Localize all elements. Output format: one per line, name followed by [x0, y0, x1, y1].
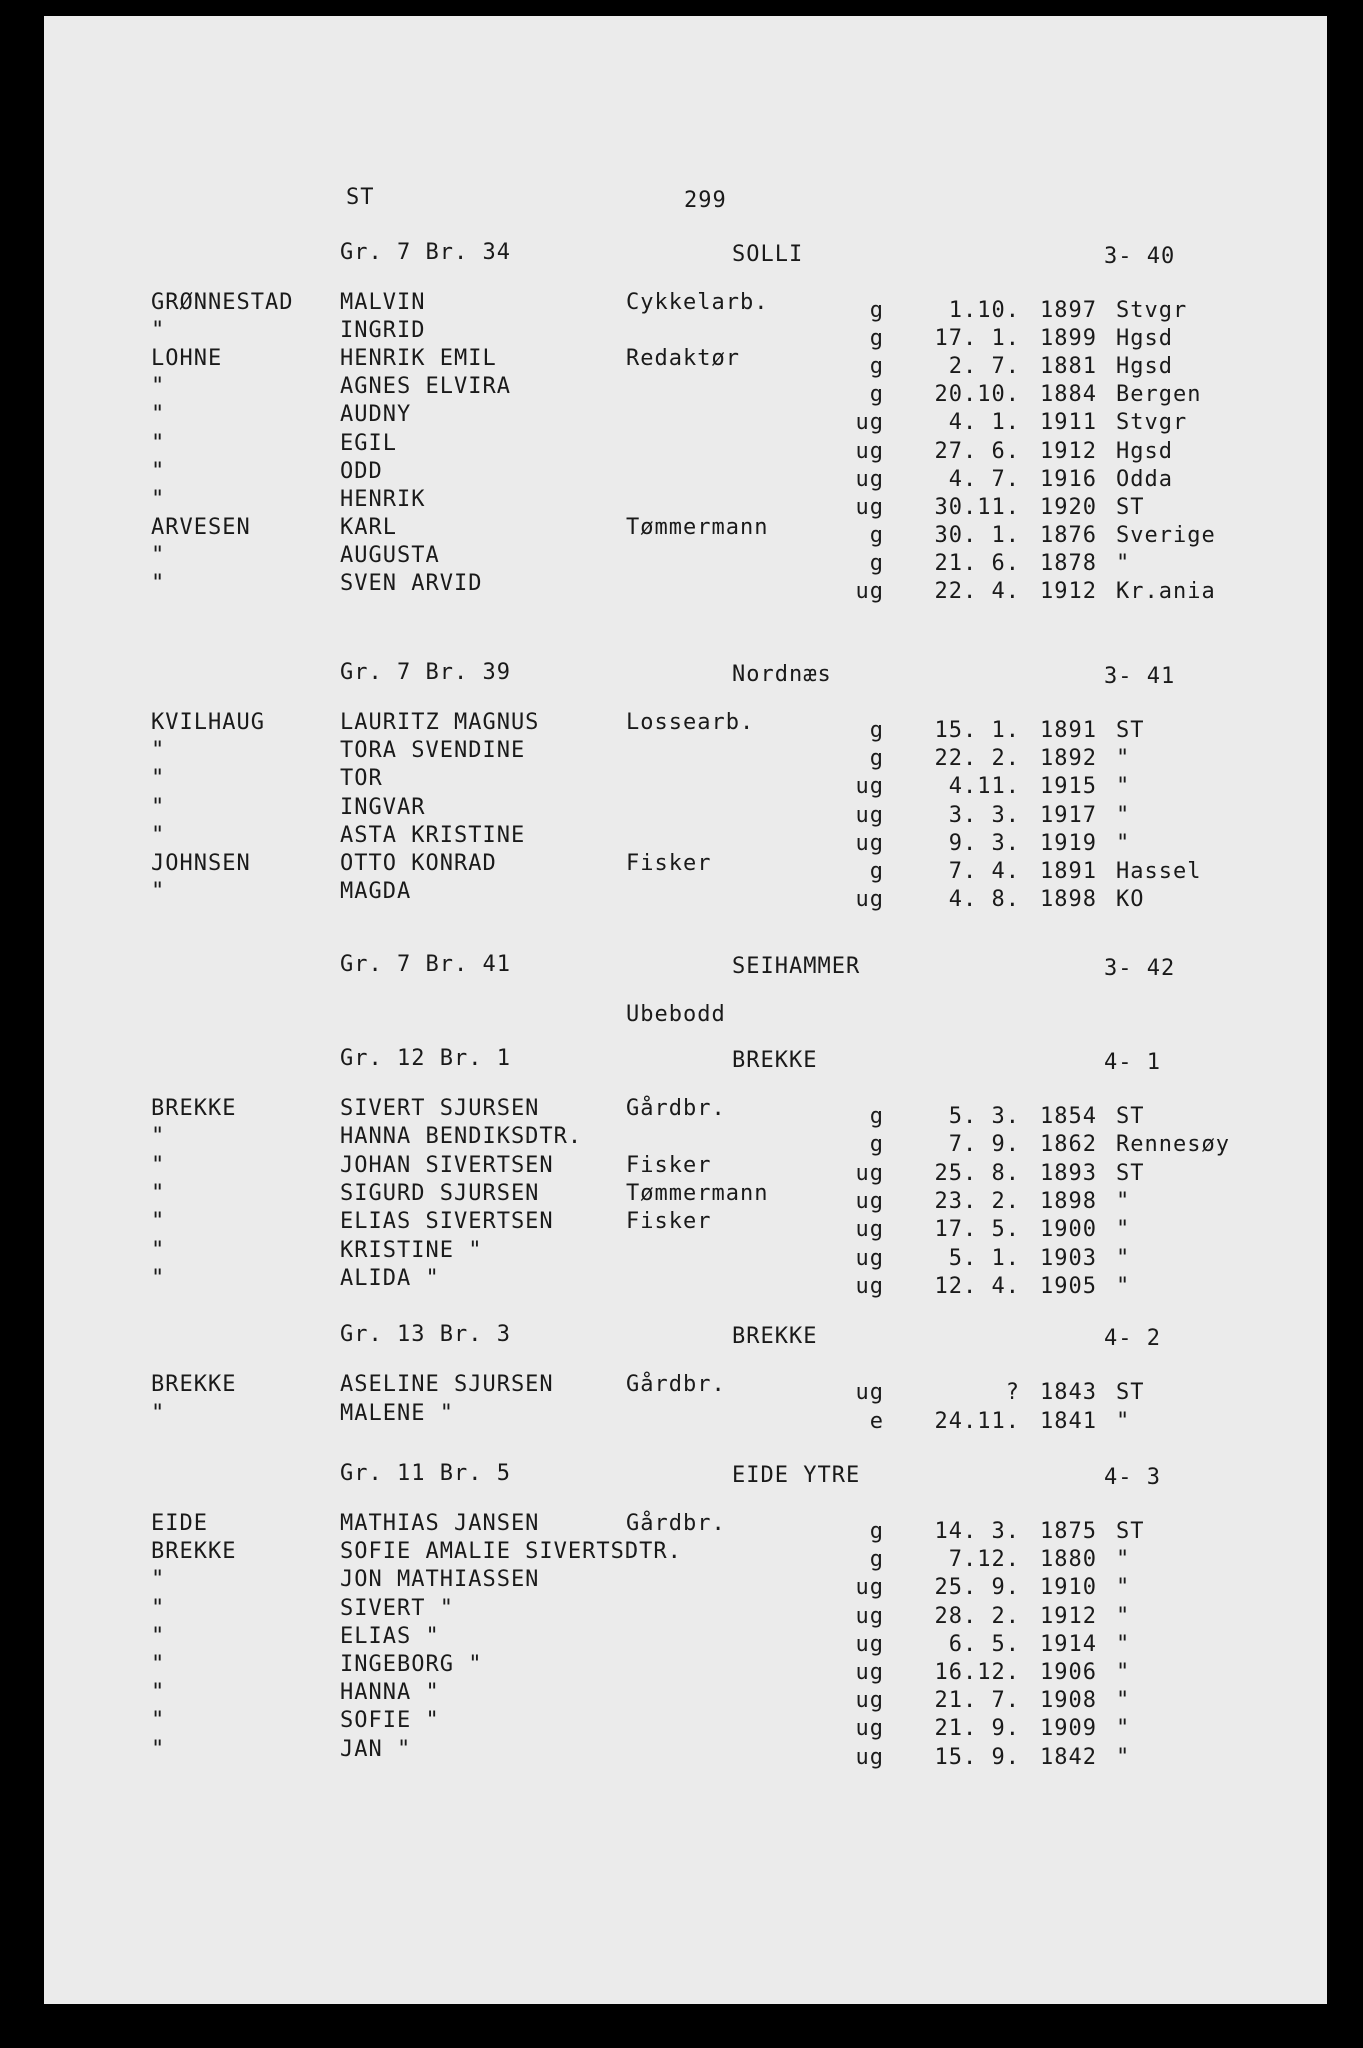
row-birth-date: 4. 7.: [948, 466, 1020, 492]
row-birth-date: 30. 1.: [934, 522, 1020, 548]
row-given-name: TORA SVENDINE: [340, 738, 526, 764]
row-birthplace: ST: [1116, 1380, 1145, 1405]
row-marital-status: e: [869, 1408, 884, 1434]
row-marital-status: ug: [855, 802, 884, 828]
row-surname: ": [151, 1652, 166, 1677]
row-birthplace: ST: [1116, 718, 1145, 743]
row-birthplace: ": [1116, 1547, 1131, 1573]
row-birth-date: 28. 2.: [934, 1603, 1020, 1629]
row-surname: ": [151, 1736, 166, 1762]
row-birth-year: 1862: [1040, 1132, 1097, 1158]
row-birthplace: Hgsd: [1116, 438, 1173, 464]
row-surname: ": [151, 402, 166, 428]
row-birth-date: ?: [1005, 1380, 1020, 1405]
row-given-name: AGNES ELVIRA: [340, 374, 511, 400]
row-birth-date: 22. 4.: [934, 579, 1020, 604]
row-surname: ": [151, 1567, 166, 1593]
row-given-name: EGIL: [340, 430, 397, 456]
section-place-name: BREKKE: [732, 1048, 818, 1073]
section-group-ref: Gr. 13 Br. 3: [340, 1322, 511, 1347]
section-group-ref: Gr. 7 Br. 39: [340, 660, 511, 685]
row-birth-date: 15. 1.: [934, 718, 1020, 743]
row-birth-year: 1910: [1040, 1575, 1097, 1601]
row-birth-year: 1884: [1040, 382, 1097, 408]
row-birth-year: 1905: [1040, 1273, 1097, 1299]
row-surname: JOHNSEN: [151, 851, 251, 876]
row-given-name: HANNA ": [340, 1680, 440, 1706]
row-birth-year: 1893: [1040, 1160, 1097, 1186]
document-page: [44, 16, 1327, 2004]
row-birthplace: ": [1116, 1217, 1131, 1243]
row-surname: KVILHAUG: [151, 710, 265, 735]
row-marital-status: ug: [855, 1380, 884, 1405]
row-birthplace: ": [1116, 774, 1131, 800]
row-birth-date: 25. 9.: [934, 1575, 1020, 1601]
row-given-name: LAURITZ MAGNUS: [340, 710, 540, 735]
row-birth-year: 1892: [1040, 746, 1097, 772]
row-birthplace: ": [1116, 1744, 1131, 1770]
row-surname: ": [151, 1237, 166, 1263]
row-surname: ": [151, 1623, 166, 1649]
row-birth-year: 1899: [1040, 326, 1097, 352]
row-birth-year: 1891: [1040, 718, 1097, 743]
row-given-name: JAN ": [340, 1736, 412, 1762]
row-birth-year: 1911: [1040, 410, 1097, 436]
row-occupation: Lossearb.: [626, 710, 755, 735]
row-marital-status: ug: [855, 1631, 884, 1657]
row-birthplace: ": [1116, 1245, 1131, 1271]
section-place-name: BREKKE: [732, 1324, 818, 1349]
row-marital-status: ug: [855, 1160, 884, 1186]
section-code: 4- 2: [1104, 1326, 1161, 1351]
row-occupation: Fisker: [626, 1152, 712, 1178]
row-marital-status: ug: [855, 466, 884, 492]
row-given-name: SVEN ARVID: [340, 571, 483, 596]
row-given-name: SOFIE AMALIE SIVERTSDTR.: [340, 1539, 682, 1565]
row-birthplace: ": [1116, 1631, 1131, 1657]
row-marital-status: ug: [855, 774, 884, 800]
row-birthplace: Odda: [1116, 466, 1173, 492]
section-code: 3- 41: [1104, 664, 1176, 689]
row-birthplace: ": [1116, 1188, 1131, 1214]
row-birth-year: 1891: [1040, 859, 1097, 884]
row-given-name: MALVIN: [340, 290, 426, 315]
row-given-name: TOR: [340, 766, 383, 792]
row-birth-date: 6. 5.: [948, 1631, 1020, 1657]
row-birthplace: ST: [1116, 1104, 1145, 1129]
row-surname: ": [151, 1124, 166, 1150]
row-birthplace: Bergen: [1116, 382, 1202, 408]
row-surname: ": [151, 458, 166, 484]
header-left: ST: [346, 185, 375, 210]
row-given-name: SIVERT SJURSEN: [340, 1096, 540, 1121]
row-marital-status: ug: [855, 1217, 884, 1243]
row-marital-status: g: [869, 1547, 884, 1573]
row-given-name: SIVERT ": [340, 1595, 454, 1621]
row-occupation: Tømmermann: [626, 514, 769, 540]
row-birth-year: 1880: [1040, 1547, 1097, 1573]
row-birth-date: 4. 8.: [948, 887, 1020, 913]
row-birth-year: 1908: [1040, 1688, 1097, 1714]
row-marital-status: g: [869, 354, 884, 380]
section-group-ref: Gr. 11 Br. 5: [340, 1461, 511, 1486]
row-birth-date: 4. 1.: [948, 410, 1020, 436]
row-birthplace: Hgsd: [1116, 354, 1173, 380]
row-surname: BREKKE: [151, 1539, 237, 1565]
row-surname: ARVESEN: [151, 514, 251, 540]
row-marital-status: g: [869, 859, 884, 884]
row-marital-status: ug: [855, 830, 884, 856]
row-surname: ": [151, 486, 166, 512]
row-surname: ": [151, 822, 166, 848]
row-given-name: MAGDA: [340, 879, 412, 905]
row-birth-date: 25. 8.: [934, 1160, 1020, 1186]
row-birth-date: 14. 3.: [934, 1519, 1020, 1544]
page-number: 299: [684, 188, 727, 213]
row-birthplace: Kr.ania: [1116, 579, 1216, 604]
row-marital-status: g: [869, 1104, 884, 1129]
section-code: 4- 1: [1104, 1050, 1161, 1075]
row-marital-status: ug: [855, 579, 884, 604]
row-birth-date: 1.10.: [948, 298, 1020, 323]
row-birth-year: 1915: [1040, 774, 1097, 800]
section-group-ref: Gr. 7 Br. 34: [340, 240, 511, 265]
row-marital-status: g: [869, 1132, 884, 1158]
row-birth-year: 1900: [1040, 1217, 1097, 1243]
row-surname: ": [151, 1180, 166, 1206]
row-birth-year: 1912: [1040, 579, 1097, 604]
row-birth-year: 1914: [1040, 1631, 1097, 1657]
row-occupation: Gårdbr.: [626, 1372, 726, 1397]
row-birth-date: 21. 7.: [934, 1688, 1020, 1714]
row-given-name: ASELINE SJURSEN: [340, 1372, 554, 1397]
row-given-name: INGVAR: [340, 794, 426, 820]
row-birth-date: 4.11.: [948, 774, 1020, 800]
row-surname: ": [151, 542, 166, 568]
row-birth-date: 27. 6.: [934, 438, 1020, 464]
row-marital-status: ug: [855, 887, 884, 913]
row-given-name: JON MATHIASSEN: [340, 1567, 540, 1593]
row-birthplace: Rennesøy: [1116, 1132, 1230, 1158]
row-birthplace: ": [1116, 1603, 1131, 1629]
row-birth-year: 1878: [1040, 550, 1097, 576]
section-place-name: Nordnæs: [732, 662, 832, 687]
section-place-name: SOLLI: [732, 242, 804, 267]
row-marital-status: g: [869, 718, 884, 743]
row-birth-date: 15. 9.: [934, 1744, 1020, 1770]
row-surname: ": [151, 1595, 166, 1621]
row-marital-status: ug: [855, 438, 884, 464]
row-birth-year: 1906: [1040, 1660, 1097, 1685]
row-given-name: ASTA KRISTINE: [340, 822, 526, 848]
row-surname: BREKKE: [151, 1096, 237, 1121]
row-marital-status: ug: [855, 410, 884, 436]
row-birth-date: 20.10.: [934, 382, 1020, 408]
row-given-name: HENRIK EMIL: [340, 346, 497, 372]
row-birth-date: 12. 4.: [934, 1273, 1020, 1299]
row-surname: ": [151, 1680, 166, 1706]
row-birthplace: ": [1116, 1408, 1131, 1434]
row-birth-year: 1898: [1040, 1188, 1097, 1214]
row-birth-year: 1897: [1040, 298, 1097, 323]
row-marital-status: g: [869, 382, 884, 408]
section-note: Ubebodd: [626, 1002, 726, 1027]
row-surname: GRØNNESTAD: [151, 290, 294, 315]
row-surname: ": [151, 1708, 166, 1734]
row-birth-year: 1898: [1040, 887, 1097, 913]
row-marital-status: ug: [855, 1575, 884, 1601]
row-occupation: Gårdbr.: [626, 1096, 726, 1121]
row-surname: ": [151, 1152, 166, 1178]
row-given-name: MATHIAS JANSEN: [340, 1511, 540, 1536]
row-given-name: ODD: [340, 458, 383, 484]
row-marital-status: ug: [855, 1688, 884, 1714]
row-marital-status: g: [869, 746, 884, 772]
row-birth-date: 24.11.: [934, 1408, 1020, 1434]
row-birthplace: Stvgr: [1116, 410, 1188, 436]
row-surname: ": [151, 1400, 166, 1426]
row-given-name: ELIAS SIVERTSEN: [340, 1209, 554, 1235]
row-birthplace: ": [1116, 1575, 1131, 1601]
row-birth-year: 1903: [1040, 1245, 1097, 1271]
row-birth-year: 1843: [1040, 1380, 1097, 1405]
row-marital-status: ug: [855, 1744, 884, 1770]
row-birthplace: ": [1116, 1688, 1131, 1714]
row-birthplace: ST: [1116, 494, 1145, 520]
row-birth-date: 9. 3.: [948, 830, 1020, 856]
row-marital-status: g: [869, 522, 884, 548]
row-occupation: Cykkelarb.: [626, 290, 769, 315]
row-birth-year: 1842: [1040, 1744, 1097, 1770]
row-birth-date: 7. 4.: [948, 859, 1020, 884]
row-marital-status: ug: [855, 1273, 884, 1299]
row-birthplace: ": [1116, 802, 1131, 828]
row-marital-status: ug: [855, 494, 884, 520]
row-birth-date: 21. 9.: [934, 1716, 1020, 1742]
row-given-name: ELIAS ": [340, 1623, 440, 1649]
row-birth-year: 1920: [1040, 494, 1097, 520]
row-birth-year: 1909: [1040, 1716, 1097, 1742]
section-place-name: EIDE YTRE: [732, 1463, 861, 1488]
section-code: 3- 42: [1104, 956, 1176, 981]
row-occupation: Redaktør: [626, 346, 740, 372]
section-place-name: SEIHAMMER: [732, 954, 861, 979]
row-surname: ": [151, 1265, 166, 1291]
row-surname: ": [151, 374, 166, 400]
row-marital-status: g: [869, 1519, 884, 1544]
row-given-name: ALIDA ": [340, 1265, 440, 1291]
row-occupation: Fisker: [626, 1209, 712, 1235]
row-given-name: KRISTINE ": [340, 1237, 483, 1263]
row-birthplace: ": [1116, 746, 1131, 772]
row-surname: ": [151, 766, 166, 792]
row-marital-status: g: [869, 326, 884, 352]
row-given-name: INGEBORG ": [340, 1652, 483, 1677]
row-marital-status: g: [869, 298, 884, 323]
row-birth-year: 1919: [1040, 830, 1097, 856]
row-birth-year: 1841: [1040, 1408, 1097, 1434]
row-birthplace: KO: [1116, 887, 1145, 913]
row-birth-date: 23. 2.: [934, 1188, 1020, 1214]
row-marital-status: ug: [855, 1603, 884, 1629]
row-birth-date: 16.12.: [934, 1660, 1020, 1685]
section-code: 4- 3: [1104, 1465, 1161, 1490]
row-birthplace: ": [1116, 1273, 1131, 1299]
row-marital-status: ug: [855, 1245, 884, 1271]
row-marital-status: ug: [855, 1660, 884, 1685]
row-birth-year: 1876: [1040, 522, 1097, 548]
row-birthplace: ": [1116, 1716, 1131, 1742]
row-birth-year: 1881: [1040, 354, 1097, 380]
row-surname: LOHNE: [151, 346, 223, 372]
row-birth-date: 17. 5.: [934, 1217, 1020, 1243]
row-given-name: OTTO KONRAD: [340, 851, 497, 876]
row-given-name: INGRID: [340, 318, 426, 344]
row-birthplace: Hassel: [1116, 859, 1202, 884]
row-occupation: Fisker: [626, 851, 712, 876]
row-surname: ": [151, 318, 166, 344]
row-birthplace: Hgsd: [1116, 326, 1173, 352]
row-birthplace: Stvgr: [1116, 298, 1188, 323]
row-surname: ": [151, 1209, 166, 1235]
row-birth-date: 2. 7.: [948, 354, 1020, 380]
row-birth-year: 1912: [1040, 438, 1097, 464]
row-birth-date: 7. 9.: [948, 1132, 1020, 1158]
row-given-name: JOHAN SIVERTSEN: [340, 1152, 554, 1178]
row-birth-year: 1917: [1040, 802, 1097, 828]
row-marital-status: g: [869, 550, 884, 576]
row-birth-year: 1875: [1040, 1519, 1097, 1544]
row-occupation: Gårdbr.: [626, 1511, 726, 1536]
row-surname: EIDE: [151, 1511, 208, 1536]
row-given-name: HENRIK: [340, 486, 426, 512]
row-surname: ": [151, 738, 166, 764]
row-birth-date: 5. 1.: [948, 1245, 1020, 1271]
row-surname: ": [151, 571, 166, 596]
row-birthplace: ": [1116, 830, 1131, 856]
row-birthplace: ST: [1116, 1519, 1145, 1544]
row-birth-date: 5. 3.: [948, 1104, 1020, 1129]
row-birth-date: 3. 3.: [948, 802, 1020, 828]
row-birthplace: Sverige: [1116, 522, 1216, 548]
row-given-name: AUDNY: [340, 402, 412, 428]
row-given-name: MALENE ": [340, 1400, 454, 1426]
section-code: 3- 40: [1104, 244, 1176, 269]
row-birth-date: 22. 2.: [934, 746, 1020, 772]
row-birth-date: 21. 6.: [934, 550, 1020, 576]
row-surname: ": [151, 879, 166, 905]
row-occupation: Tømmermann: [626, 1180, 769, 1206]
row-marital-status: ug: [855, 1716, 884, 1742]
section-group-ref: Gr. 12 Br. 1: [340, 1046, 511, 1071]
row-given-name: SOFIE ": [340, 1708, 440, 1734]
row-birthplace: ST: [1116, 1160, 1145, 1186]
row-birthplace: ": [1116, 550, 1131, 576]
row-marital-status: ug: [855, 1188, 884, 1214]
row-birth-date: 17. 1.: [934, 326, 1020, 352]
row-given-name: AUGUSTA: [340, 542, 440, 568]
row-given-name: SIGURD SJURSEN: [340, 1180, 540, 1206]
row-birth-year: 1916: [1040, 466, 1097, 492]
section-group-ref: Gr. 7 Br. 41: [340, 952, 511, 977]
row-birth-date: 30.11.: [934, 494, 1020, 520]
row-given-name: KARL: [340, 514, 397, 540]
row-given-name: HANNA BENDIKSDTR.: [340, 1124, 583, 1150]
row-surname: ": [151, 430, 166, 456]
row-surname: ": [151, 794, 166, 820]
row-birth-date: 7.12.: [948, 1547, 1020, 1573]
row-surname: BREKKE: [151, 1372, 237, 1397]
row-birth-year: 1854: [1040, 1104, 1097, 1129]
row-birth-year: 1912: [1040, 1603, 1097, 1629]
row-birthplace: ": [1116, 1660, 1131, 1685]
